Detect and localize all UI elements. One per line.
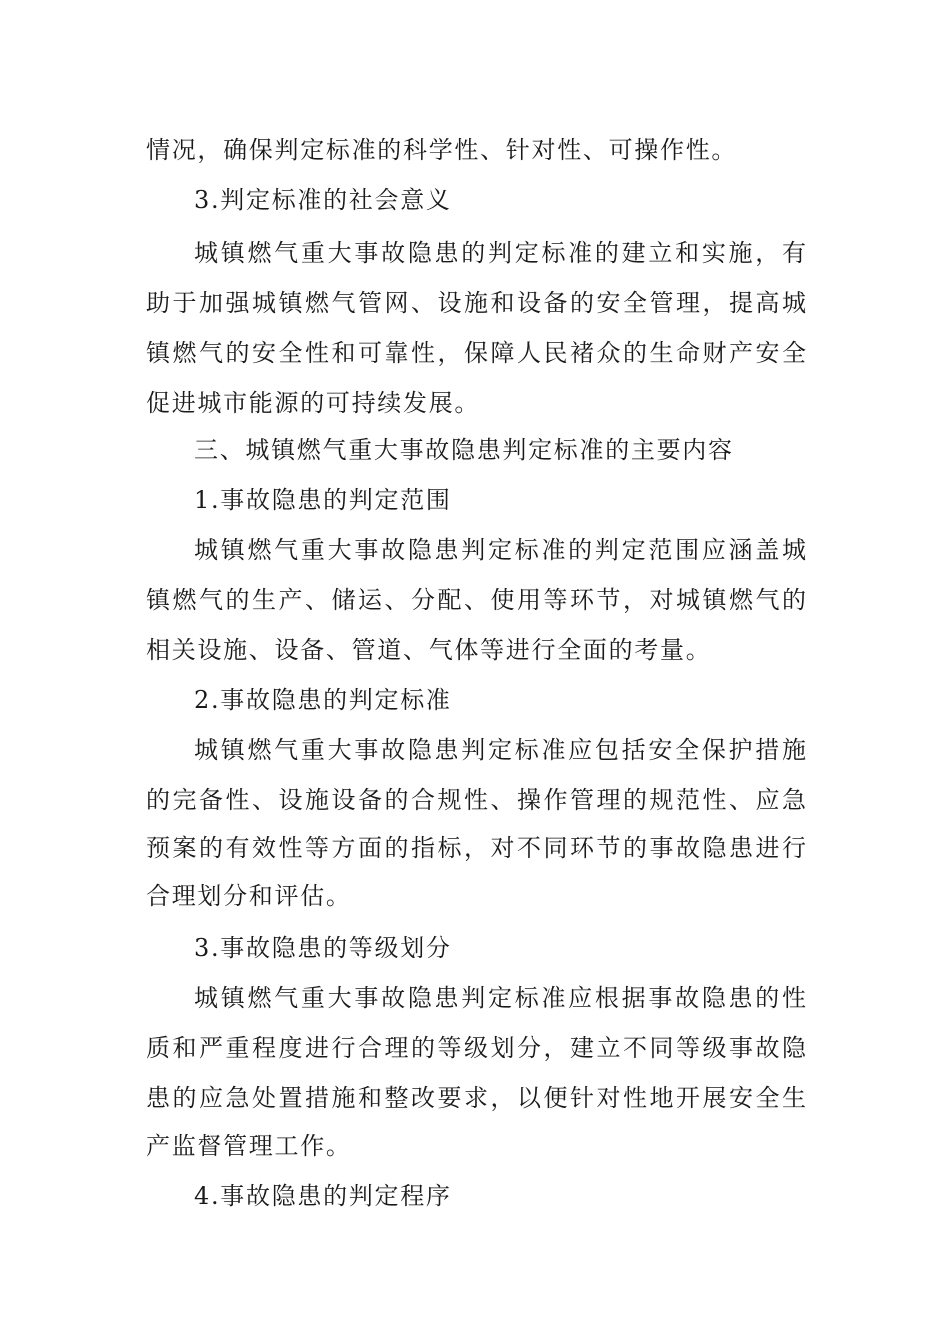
section-heading: 1.事故隐患的判定范围	[194, 486, 452, 514]
paragraph-line: 合理划分和评估。	[146, 882, 352, 910]
paragraph-line: 患的应急处置措施和整改要求，以便针对性地开展安全生	[146, 1084, 806, 1112]
paragraph-line: 的完备性、设施设备的合规性、操作管理的规范性、应急	[146, 786, 806, 814]
paragraph-line: 预案的有效性等方面的指标，对不同环节的事故隐患进行	[146, 834, 806, 862]
paragraph-line: 城镇燃气重大事故隐患的判定标准的建立和实施，有	[194, 239, 806, 267]
paragraph-line: 相关设施、设备、管道、气体等进行全面的考量。	[146, 636, 712, 664]
section-heading: 3.判定标准的社会意义	[194, 186, 452, 214]
section-heading: 3.事故隐患的等级划分	[194, 934, 452, 962]
chapter-heading: 三、城镇燃气重大事故隐患判定标准的主要内容	[194, 436, 734, 464]
section-heading: 2.事故隐患的判定标准	[194, 686, 452, 714]
paragraph-line: 促进城市能源的可持续发展。	[146, 389, 481, 417]
paragraph-line: 城镇燃气重大事故隐患判定标准的判定范围应涵盖城	[194, 536, 806, 564]
paragraph-line: 产监督管理工作。	[146, 1132, 352, 1160]
paragraph-line: 城镇燃气重大事故隐患判定标准应根据事故隐患的性	[194, 984, 806, 1012]
paragraph-line: 镇燃气的生产、储运、分配、使用等环节，对城镇燃气的	[146, 586, 806, 614]
section-heading: 4.事故隐患的判定程序	[194, 1182, 452, 1210]
paragraph-line: 质和严重程度进行合理的等级划分，建立不同等级事故隐	[146, 1034, 806, 1062]
paragraph-line: 情况，确保判定标准的科学性、针对性、可操作性。	[146, 136, 738, 164]
paragraph-line: 城镇燃气重大事故隐患判定标准应包括安全保护措施	[194, 736, 806, 764]
paragraph-line: 助于加强城镇燃气管网、设施和设备的安全管理，提高城	[146, 289, 806, 317]
paragraph-line: 镇燃气的安全性和可靠性，保障人民褚众的生命财产安全	[146, 339, 806, 367]
